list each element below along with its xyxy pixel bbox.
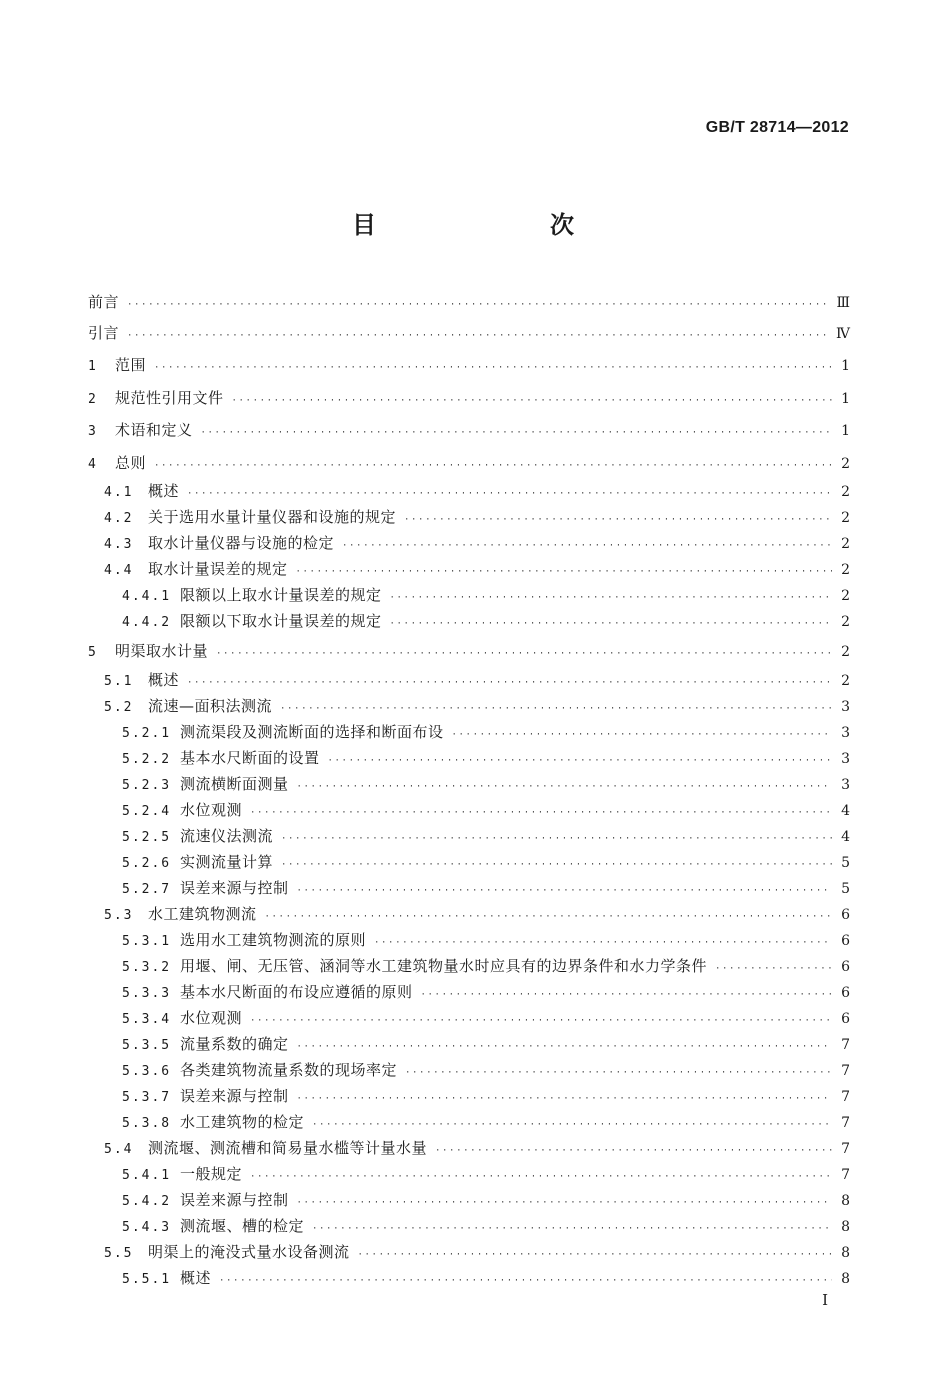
toc-entry-page: 7 — [841, 1114, 850, 1131]
toc-entry-label: 测流堰、槽的检定 — [180, 1216, 305, 1235]
toc-entry[interactable] — [88, 448, 850, 479]
toc-entry-number: 4.4.1 — [122, 589, 172, 604]
toc-leader-dots — [127, 290, 830, 321]
toc-entry-page: 4 — [841, 828, 850, 845]
toc-entry-number: 2 — [88, 391, 98, 407]
toc-entry[interactable] — [88, 771, 850, 797]
toc-entry-number: 5.3.4 — [122, 1011, 172, 1027]
toc-entry[interactable] — [88, 1239, 850, 1265]
toc-entry[interactable] — [88, 636, 850, 667]
toc-entry-number: 5.4 — [104, 1141, 134, 1157]
toc-entry-label: 基本水尺断面的布设应遵循的原则 — [180, 982, 413, 1001]
toc-entry-label: 各类建筑物流量系数的现场率定 — [180, 1060, 398, 1079]
toc-entry-number: 5.2.7 — [122, 881, 172, 897]
toc-entry-page: 2 — [841, 588, 850, 604]
toc-leader-dots — [281, 826, 832, 852]
toc-entry-label: 测流横断面测量 — [180, 774, 289, 793]
toc-entry-label: 概述 — [180, 1268, 212, 1287]
toc-leader-dots — [232, 386, 832, 417]
toc-entry-page: 7 — [841, 1166, 850, 1183]
toc-entry-page: 2 — [841, 484, 850, 500]
toc-entry-page: 2 — [841, 536, 850, 552]
toc-entry-number: 5.4.1 — [122, 1167, 172, 1183]
standard-number: GB/T 28714—2012 — [705, 119, 849, 136]
toc-entry-label: 选用水工建筑物测流的原则 — [180, 930, 367, 949]
toc-entry-number: 5.5.1 — [122, 1271, 172, 1287]
toc-entry-page: 8 — [841, 1192, 850, 1209]
toc-leader-dots — [390, 611, 832, 637]
toc-entry[interactable] — [88, 823, 850, 849]
toc-leader-dots — [297, 774, 832, 800]
toc-entry-label: 水工建筑物的检定 — [180, 1112, 305, 1131]
toc-entry-page: 8 — [841, 1244, 850, 1261]
toc-leader-dots — [250, 1008, 832, 1034]
toc-entry-label: 明渠取水计量 — [115, 642, 209, 660]
toc-entry[interactable] — [88, 693, 850, 719]
toc-entry-label: 概述 — [148, 670, 180, 689]
toc-entry[interactable] — [88, 797, 850, 823]
toc-entry-number: 1 — [88, 359, 98, 374]
toc-entry[interactable] — [88, 1161, 850, 1187]
toc-entry-label: 引言 — [88, 323, 120, 342]
toc-entry-page: Ⅲ — [836, 295, 850, 311]
toc-leader-dots — [715, 956, 832, 982]
toc-entry[interactable] — [88, 530, 850, 556]
toc-entry-page: 1 — [841, 390, 850, 407]
toc-entry-number: 5.3 — [104, 907, 134, 923]
toc-entry-page: 2 — [841, 455, 850, 472]
toc-entry[interactable] — [88, 953, 850, 979]
toc-entry-number: 5.5 — [104, 1245, 134, 1261]
toc-entry[interactable] — [88, 1083, 850, 1109]
toc-leader-dots — [127, 321, 830, 352]
toc-leader-dots — [342, 533, 832, 559]
toc-entry-label: 误差来源与控制 — [180, 1086, 289, 1105]
toc-entry-page: 5 — [841, 880, 850, 897]
toc-entry-number: 5.2.3 — [122, 777, 172, 793]
toc-leader-dots — [405, 1060, 832, 1086]
page-title: 目 次 — [352, 211, 616, 239]
toc-entry-number: 5 — [88, 645, 98, 660]
toc-entry-number: 4.2 — [104, 511, 134, 526]
toc-entry-label: 限额以下取水计量误差的规定 — [180, 612, 382, 630]
toc-entry[interactable] — [88, 608, 850, 634]
toc-entry-label: 测流渠段及测流断面的选择和断面布设 — [180, 722, 444, 741]
toc-entry-page: 7 — [841, 1140, 850, 1157]
toc-leader-dots — [219, 1268, 832, 1294]
toc-entry-number: 5.3.5 — [122, 1037, 172, 1053]
toc-entry-number: 4 — [88, 456, 98, 472]
toc-entry-page: 3 — [841, 724, 850, 741]
toc-entry-page: 6 — [841, 932, 850, 949]
toc-entry-label: 范围 — [115, 356, 147, 374]
toc-entry[interactable] — [88, 745, 850, 771]
toc-entry-number: 5.3.3 — [122, 985, 172, 1001]
toc-entry-page: 3 — [841, 750, 850, 767]
toc-entry-page: 7 — [841, 1088, 850, 1105]
toc-leader-dots — [216, 639, 832, 670]
toc-entry-page: 1 — [841, 423, 850, 439]
toc-entry[interactable] — [88, 556, 850, 582]
toc-entry[interactable] — [88, 1057, 850, 1083]
toc-entry-number: 5.3.8 — [122, 1115, 172, 1131]
toc-entry-label: 流量系数的确定 — [180, 1034, 289, 1053]
toc-entry-page: 7 — [841, 1036, 850, 1053]
toc-entry-label: 总则 — [115, 453, 147, 472]
toc-leader-dots — [452, 722, 832, 748]
toc-entry-number: 5.3.6 — [122, 1063, 172, 1079]
toc-entry[interactable] — [88, 667, 850, 693]
toc-entry-number: 5.2.4 — [122, 803, 172, 819]
page-number: I — [822, 1291, 828, 1309]
toc-entry[interactable] — [88, 1213, 850, 1239]
toc-entry-number: 5.3.7 — [122, 1089, 172, 1105]
toc-entry[interactable] — [88, 927, 850, 953]
toc-entry-label: 实测流量计算 — [180, 852, 274, 871]
toc-entry-page: 3 — [841, 698, 850, 715]
toc-entry[interactable] — [88, 979, 850, 1005]
toc-entry-number: 5.1 — [104, 673, 134, 689]
toc-leader-dots — [297, 1086, 832, 1112]
toc-entry-number: 5.3.1 — [122, 933, 172, 949]
toc-entry-page: 6 — [841, 906, 850, 923]
toc-entry-label: 关于选用水量计量仪器和设施的规定 — [148, 508, 397, 526]
toc-entry[interactable] — [88, 287, 850, 318]
toc-entry-number: 5.4.3 — [122, 1219, 172, 1235]
toc-entry-label: 术语和定义 — [115, 421, 193, 439]
toc-entry-number: 3 — [88, 424, 98, 439]
toc-entry[interactable] — [88, 582, 850, 608]
toc-entry-label: 测流堰、测流槽和简易量水槛等计量水量 — [148, 1138, 428, 1157]
toc-leader-dots — [201, 418, 832, 449]
toc-entry[interactable] — [88, 350, 850, 381]
toc-leader-dots — [250, 800, 832, 826]
table-of-contents — [88, 287, 850, 1291]
toc-leader-dots — [358, 1242, 832, 1268]
toc-entry-label: 水位观测 — [180, 800, 243, 819]
toc-entry-page: 3 — [841, 776, 850, 793]
toc-entry-page: Ⅳ — [836, 325, 850, 342]
toc-entry-page: 6 — [841, 1010, 850, 1027]
toc-leader-dots — [250, 1164, 832, 1190]
toc-entry[interactable] — [88, 415, 850, 446]
toc-entry[interactable] — [88, 318, 850, 349]
toc-entry-label: 水工建筑物测流 — [148, 904, 257, 923]
toc-entry-page: 2 — [841, 510, 850, 526]
toc-entry-page: 8 — [841, 1270, 850, 1287]
toc-entry-number: 5.2.5 — [122, 829, 172, 845]
toc-entry[interactable] — [88, 849, 850, 875]
toc-entry[interactable] — [88, 383, 850, 414]
toc-entry-label: 限额以上取水计量误差的规定 — [180, 586, 382, 604]
toc-entry-label: 取水计量仪器与设施的检定 — [148, 534, 335, 552]
toc-entry-number: 5.3.2 — [122, 959, 172, 975]
toc-entry-page: 2 — [841, 644, 850, 660]
toc-entry-number: 5.2.2 — [122, 751, 172, 767]
toc-entry-number: 4.4 — [104, 563, 134, 578]
toc-entry-page: 2 — [841, 672, 850, 689]
toc-leader-dots — [154, 451, 832, 482]
toc-entry-label: 流速—面积法测流 — [148, 696, 273, 715]
toc-entry-label: 误差来源与控制 — [180, 1190, 289, 1209]
toc-entry-number: 5.4.2 — [122, 1193, 172, 1209]
toc-entry-page: 2 — [841, 614, 850, 630]
toc-entry[interactable] — [88, 1005, 850, 1031]
toc-leader-dots — [281, 852, 832, 878]
toc-entry-number: 4.3 — [104, 537, 134, 552]
toc-entry[interactable] — [88, 901, 850, 927]
toc-entry-label: 误差来源与控制 — [180, 878, 289, 897]
toc-entry-page: 5 — [841, 854, 850, 871]
toc-entry-label: 前言 — [88, 293, 120, 311]
toc-entry-page: 6 — [841, 958, 850, 975]
toc-entry-number: 5.2 — [104, 699, 134, 715]
toc-leader-dots — [297, 878, 832, 904]
toc-entry-label: 规范性引用文件 — [115, 388, 224, 407]
toc-entry-label: 水位观测 — [180, 1008, 243, 1027]
toc-leader-dots — [312, 1216, 832, 1242]
toc-entry[interactable] — [88, 504, 850, 530]
toc-entry[interactable] — [88, 1109, 850, 1135]
toc-leader-dots — [435, 1138, 832, 1164]
toc-entry-label: 取水计量误差的规定 — [148, 560, 288, 578]
toc-leader-dots — [328, 748, 832, 774]
toc-entry-page: 2 — [841, 562, 850, 578]
toc-entry-page: 7 — [841, 1062, 850, 1079]
toc-entry-page: 1 — [841, 358, 850, 374]
toc-entry-number: 5.2.1 — [122, 725, 172, 741]
toc-entry-label: 一般规定 — [180, 1164, 243, 1183]
toc-entry-label: 基本水尺断面的设置 — [180, 748, 320, 767]
toc-entry[interactable] — [88, 719, 850, 745]
toc-entry[interactable] — [88, 1265, 850, 1291]
toc-entry[interactable] — [88, 875, 850, 901]
toc-entry-label: 流速仪法测流 — [180, 826, 274, 845]
toc-leader-dots — [187, 670, 832, 696]
toc-entry-number: 4.4.2 — [122, 615, 172, 630]
toc-entry-label: 用堰、闸、无压管、涵洞等水工建筑物量水时应具有的边界条件和水力学条件 — [180, 956, 708, 975]
toc-entry[interactable] — [88, 478, 850, 504]
toc-entry-number: 5.2.6 — [122, 855, 172, 871]
toc-leader-dots — [421, 982, 832, 1008]
toc-entry[interactable] — [88, 1031, 850, 1057]
toc-entry-page: 4 — [841, 802, 850, 819]
toc-leader-dots — [404, 507, 832, 533]
toc-entry[interactable] — [88, 1135, 850, 1161]
toc-entry[interactable] — [88, 1187, 850, 1213]
toc-leader-dots — [390, 585, 832, 611]
toc-entry-label: 明渠上的淹没式量水设备测流 — [148, 1242, 350, 1261]
toc-entry-page: 6 — [841, 984, 850, 1001]
toc-entry-number: 4.1 — [104, 485, 134, 500]
toc-leader-dots — [154, 353, 832, 384]
toc-leader-dots — [297, 1190, 832, 1216]
toc-entry-label: 概述 — [148, 482, 180, 500]
toc-entry-page: 8 — [841, 1218, 850, 1235]
